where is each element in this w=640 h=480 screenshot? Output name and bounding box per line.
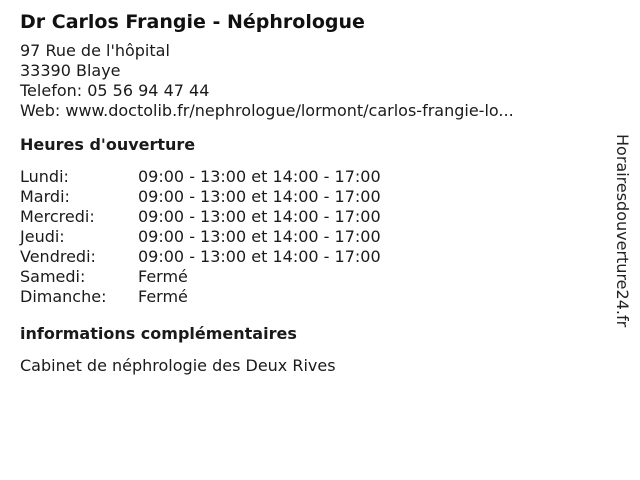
day-label: Samedi: <box>20 267 86 286</box>
day-label: Dimanche: <box>20 287 107 306</box>
day-label: Jeudi: <box>20 227 65 246</box>
hours-row-tuesday <box>20 187 600 207</box>
time-value: 09:00 - 13:00 et 14:00 - 17:00 <box>138 187 381 206</box>
time-value: 09:00 - 13:00 et 14:00 - 17:00 <box>138 207 381 226</box>
info-text: Cabinet de néphrologie des Deux Rives <box>20 356 336 375</box>
hours-row-wednesday <box>20 207 600 227</box>
hours-list <box>20 167 600 307</box>
hours-row-saturday <box>20 267 600 287</box>
city-address: 33390 Blaye <box>20 61 121 80</box>
street-address: 97 Rue de l'hôpital <box>20 41 170 60</box>
hours-row-sunday <box>20 287 600 307</box>
time-value: 09:00 - 13:00 et 14:00 - 17:00 <box>138 227 381 246</box>
day-label: Vendredi: <box>20 247 96 266</box>
website-link[interactable]: Web: www.doctolib.fr/nephrologue/lormont/carlos-frangie-lo... <box>20 101 514 120</box>
day-label: Mardi: <box>20 187 70 206</box>
site-watermark: Horairesdouverture24.fr <box>613 134 632 328</box>
day-label: Mercredi: <box>20 207 95 226</box>
hours-heading: Heures d'ouverture <box>20 135 196 154</box>
hours-row-thursday <box>20 227 600 247</box>
time-value: 09:00 - 13:00 et 14:00 - 17:00 <box>138 167 381 186</box>
info-heading: informations complémentaires <box>20 324 297 343</box>
time-value: 09:00 - 13:00 et 14:00 - 17:00 <box>138 247 381 266</box>
day-label: Lundi: <box>20 167 69 186</box>
listing-card <box>20 8 600 376</box>
hours-row-friday <box>20 247 600 267</box>
page-title: Dr Carlos Frangie - Néphrologue <box>20 11 365 33</box>
phone-number: Telefon: 05 56 94 47 44 <box>20 81 210 100</box>
hours-row-monday <box>20 167 600 187</box>
time-value: Fermé <box>138 287 188 306</box>
address-block <box>20 41 600 121</box>
time-value: Fermé <box>138 267 188 286</box>
